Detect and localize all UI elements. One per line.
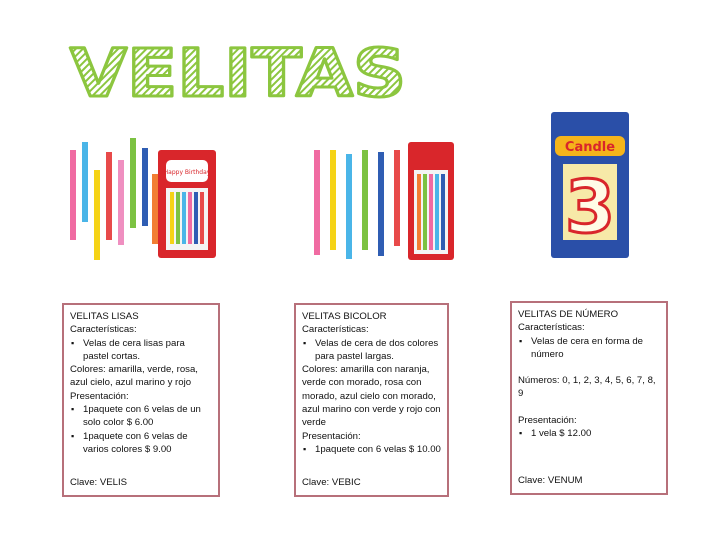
loose-bicolor-candles — [314, 150, 400, 259]
product-card-lisas — [62, 303, 220, 497]
product-card-numero — [510, 301, 668, 495]
presentation-item: ▪ 1paquete con 6 velas $ 10.00 — [302, 443, 441, 456]
number-pack-label: Candle — [564, 140, 616, 155]
colors-text: Colores: amarilla, verde, rosa, azul cielo, azul marino y rojo — [70, 364, 198, 389]
page-title-text: VELITAS — [70, 36, 406, 106]
presentation-list — [518, 427, 660, 440]
presentation-label: Presentación: — [518, 414, 577, 426]
presentation-item: ▪ 1paquete con 6 velas de un solo color $ 6.00 — [70, 403, 212, 430]
features-list — [518, 335, 660, 362]
features-label: Características: — [302, 324, 369, 336]
features-list — [302, 337, 441, 364]
product-code: Clave: VELIS — [70, 476, 128, 488]
features-list — [70, 337, 212, 364]
numbers-text: Números: 0, 1, 2, 3, 4, 5, 6, 7, 8, 9 — [518, 375, 656, 400]
bicolor-pack — [408, 142, 454, 260]
loose-candles — [70, 138, 158, 260]
product-code: Clave: VEBIC — [302, 476, 361, 488]
product-name: VELITAS LISAS — [70, 311, 139, 322]
product-name: VELITAS BICOLOR — [302, 311, 387, 322]
feature-item: ▪ Velas de cera de dos colores para pastel largas. — [302, 337, 441, 364]
product-card-bicolor — [294, 303, 449, 497]
presentation-list — [302, 443, 441, 456]
presentation-list — [70, 403, 212, 456]
presentation-item: ▪ 1paquete con 6 velas de varios colores $ 9.00 — [70, 430, 212, 457]
features-label: Características: — [70, 324, 137, 336]
bicolor-candles-image — [310, 140, 460, 265]
colors-text: Colores: amarilla con naranja, verde con morado, rosa con morado, azul cielo con morado, azul marino con verde y rojo con verde — [302, 364, 441, 429]
number-candle-image — [551, 112, 629, 258]
features-label: Características: — [518, 322, 585, 334]
product-name: VELITAS DE NÚMERO — [518, 309, 619, 320]
page-title — [66, 36, 411, 106]
presentation-label: Presentación: — [70, 390, 129, 402]
number-glyph: 3 — [564, 165, 616, 249]
pack-label: Happy Birthday — [163, 169, 211, 176]
feature-item: ▪ Velas de cera lisas para pastel cortas. — [70, 337, 212, 364]
plain-candles-image — [62, 130, 222, 265]
product-code: Clave: VENUM — [518, 474, 583, 486]
presentation-item: ▪ 1 vela $ 12.00 — [518, 427, 660, 440]
presentation-label: Presentación: — [302, 430, 361, 442]
feature-item: ▪ Velas de cera en forma de número — [518, 335, 660, 362]
candle-pack — [158, 150, 216, 258]
